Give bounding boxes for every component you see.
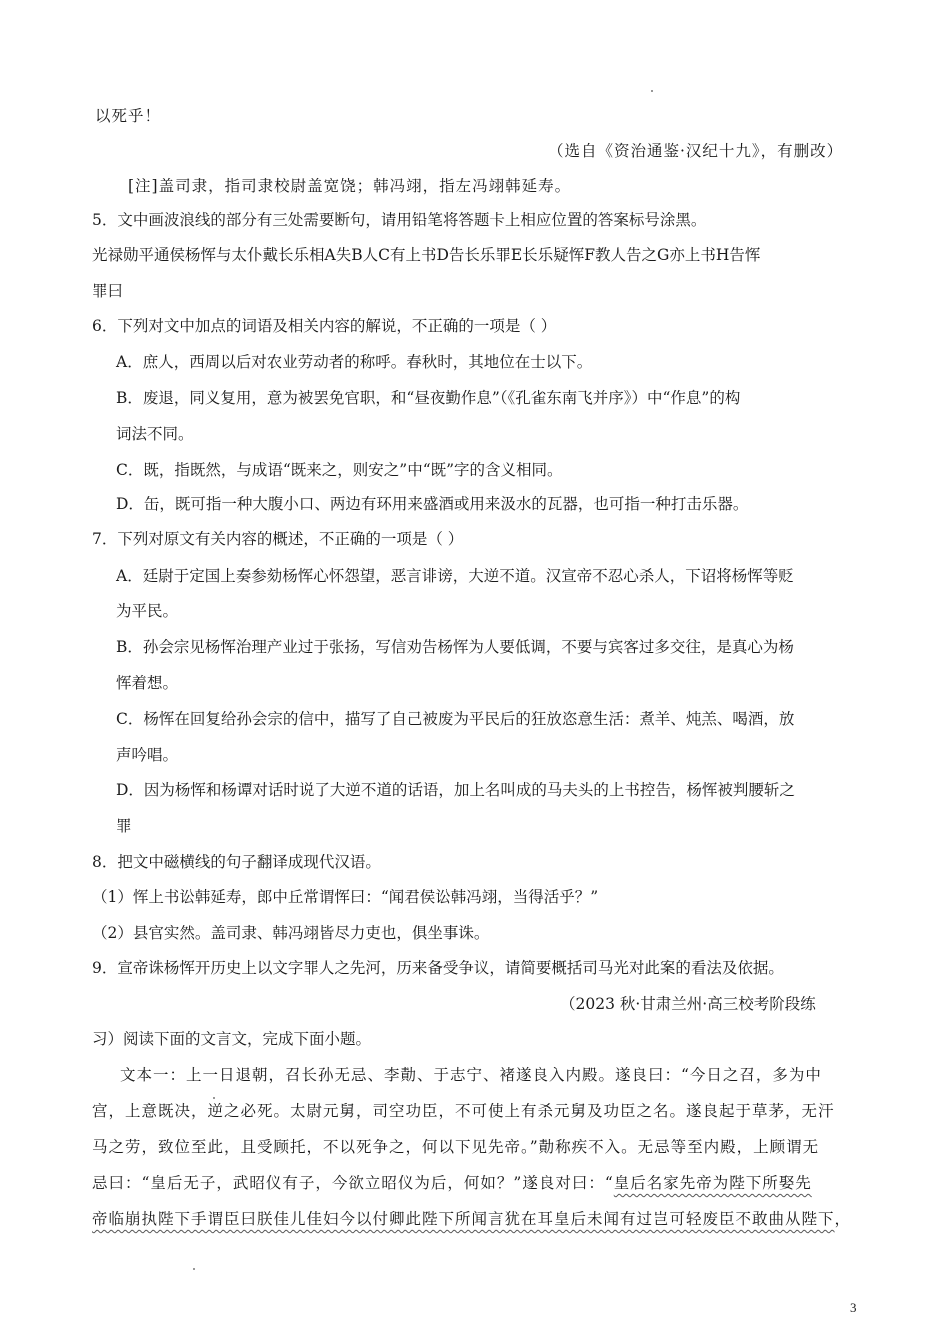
passage-line-4-text: 忌曰：“皇后无子，武昭仪有子，今欲立昭仪为后，何如？”遂良对曰：“ [92, 1174, 614, 1192]
question-6-option-b-line2: 词法不同。 [116, 425, 194, 443]
passage-line-1: 文本一：上一日退朝，召长孙无忌、李勣、于志宁、褚遂良入内殿。遂良曰：“今日之召，多为中 [120, 1066, 822, 1084]
annotation-note: [注]盖司隶，指司隶校尉盖宽饶；韩冯翊，指左冯翊韩延寿。 [128, 177, 572, 195]
question-6-option-b-line1: B．废退，同义复用，意为被罢免官职，和“昼夜勤作息”（《孔雀东南飞并序》）中“作息”的构 [116, 389, 741, 407]
exam-source-label: （2023 秋·甘肃兰州·高三校考阶段练 [560, 995, 816, 1013]
passage-tail-line: 以死乎！ [95, 107, 162, 125]
reading-instruction: 习）阅读下面的文言文，完成下面小题。 [92, 1030, 372, 1048]
question-6-stem: 6．下列对文中加点的词语及相关内容的解说，不正确的一项是（ ） [92, 317, 557, 335]
question-7-option-d-line1: D．因为杨恽和杨谭对话时说了大逆不道的话语，加上名叫成的马夫头的上书控告，杨恽被判腰斩之 [116, 781, 795, 799]
page-number: 3 [850, 1300, 857, 1315]
question-8-stem: 8．把文中磁横线的句子翻译成现代汉语。 [92, 853, 381, 871]
passage-line-4-wavy: 皇后名家先帝为陛下所娶先 [613, 1174, 812, 1192]
passage-line-5 [92, 1209, 851, 1229]
passage-line-4 [92, 1173, 812, 1193]
question-5-sentence-line2: 罪曰 [92, 282, 124, 300]
question-7-option-d-line2: 罪 [116, 817, 132, 835]
question-8-sentence-1: （1）恽上书讼韩延寿，郎中丘常谓恽曰：“闻君侯讼韩冯翊，当得活乎？” [92, 888, 599, 906]
source-citation: （选自《资治通鉴·汉纪十九》，有删改） [548, 142, 844, 160]
question-7-option-c-line1: C．杨恽在回复给孙会宗的信中，描写了自己被废为平民后的狂放恣意生活：煮羊、炖羔、喝酒，放 [116, 710, 795, 728]
question-8-sentence-2: （2）县官实然。盖司隶、韩冯翊皆尽力吏也，俱坐事诛。 [92, 924, 490, 942]
passage-line-5-tail: ， [834, 1210, 852, 1228]
question-7-option-c-line2: 声吟唱。 [116, 746, 179, 764]
question-6-option-c: C．既，指既然，与成语“既来之，则安之”中“既”字的含义相同。 [116, 461, 563, 479]
question-6-option-d: D．缶，既可指一种大腹小口、两边有环用来盛酒或用来汲水的瓦器，也可指一种打击乐器。 [116, 495, 749, 513]
question-7-stem: 7．下列对原文有关内容的概述，不正确的一项是（ ） [92, 530, 464, 548]
passage-line-5-wavy: 帝临崩执陛下手谓臣曰朕佳儿佳妇今以付卿此陛下所闻言犹在耳皇后未闻有过岂可轻废臣不敢曲从陛下 [92, 1210, 835, 1228]
scan-speck [193, 1268, 195, 1270]
question-7-option-a-line2: 为平民。 [116, 602, 179, 620]
question-5-stem: 5．文中画波浪线的部分有三处需要断句，请用铅笔将答题卡上相应位置的答案标号涂黑。 [92, 211, 707, 229]
question-5-sentence-line1: 光禄勋平通侯杨恽与太仆戴长乐相A失B人C有上书D告长乐罪E长乐疑恽F教人告之G亦上书H告恽 [92, 246, 761, 264]
emphasis-dot [213, 1097, 215, 1099]
question-7-option-b-line2: 恽着想。 [116, 674, 179, 692]
passage-line-3: 马之劳，致位至此，且受顾托，不以死争之，何以下见先帝。”勣称疾不入。无忌等至内殿，上顾谓无 [92, 1138, 820, 1156]
scan-speck [651, 90, 653, 92]
passage-line-2: 宫，上意既决，逆之必死。太尉元舅，司空功臣，不可使上有杀元舅及功臣之名。遂良起于草茅，无汗 [92, 1102, 835, 1120]
question-7-option-b-line1: B．孙会宗见杨恽治理产业过于张扬，写信劝告杨恽为人要低调，不要与宾客过多交往，是真心为杨 [116, 638, 794, 656]
question-6-option-a: A．庶人，西周以后对农业劳动者的称呼。春秋时，其地位在士以下。 [116, 353, 593, 371]
question-7-option-a-line1: A．廷尉于定国上奏参劾杨恽心怀怨望，恶言诽谤，大逆不道。汉宣帝不忍心杀人，下诏将杨恽等贬 [116, 567, 794, 585]
question-9-stem: 9．宣帝诛杨恽开历史上以文字罪人之先河，历来备受争议，请简要概括司马光对此案的看法及依据。 [92, 959, 784, 977]
